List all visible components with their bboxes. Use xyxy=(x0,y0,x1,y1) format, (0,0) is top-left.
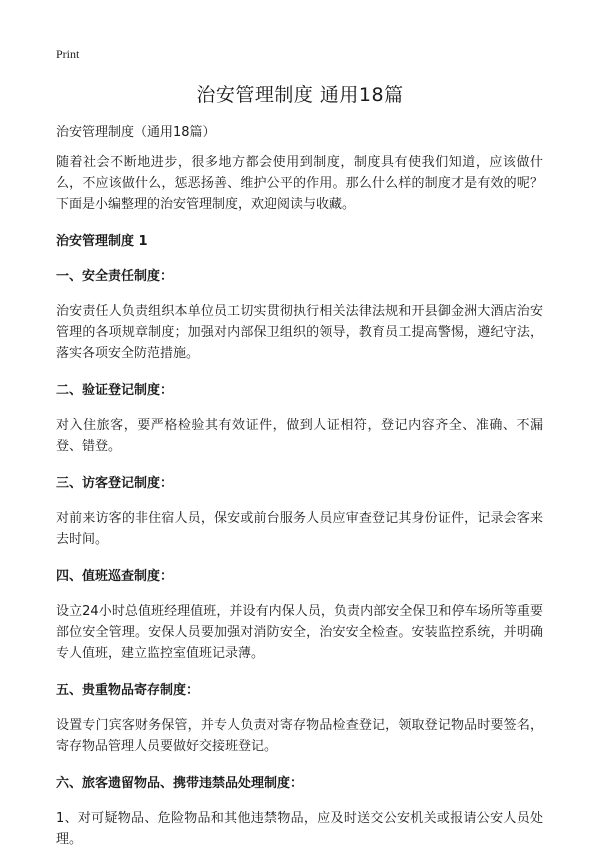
section-heading: 三、访客登记制度： xyxy=(56,476,174,491)
section-heading: 二、验证登记制度： xyxy=(56,383,174,398)
print-label: Print xyxy=(56,47,80,61)
section-heading: 一、安全责任制度： xyxy=(56,269,174,284)
document-title: 治安管理制度 通用18篇 xyxy=(196,84,404,106)
section-body: 治安责任人负责组织本单位员工切实贯彻执行相关法律法规和开县御金洲大酒店治安管理的各项规章制度；加强对内部保卫组织的领导，教育员工提高警惕，遵纪守法，落实各项安全防范措施。 xyxy=(56,304,543,361)
section-body: 1、对可疑物品、危险物品和其他违禁物品，应及时送交公安机关或报请公安人员处理。 xyxy=(56,811,543,847)
part-heading: 治安管理制度 1 xyxy=(56,234,148,249)
section xyxy=(56,380,543,457)
section xyxy=(56,680,543,757)
document-body xyxy=(56,122,543,866)
section xyxy=(56,566,543,664)
section-heading: 四、值班巡查制度： xyxy=(56,569,174,584)
section xyxy=(56,473,543,550)
intro-paragraph: 随着社会不断地进步，很多地方都会使用到制度，制度具有使我们知道，应该做什么，不应该做什么，惩恶扬善、维护公平的作用。那么什么样的制度才是有效的呢？下面是小编整理的治安管理制度，欢迎阅读与收藏。 xyxy=(56,155,543,212)
section-heading: 五、贵重物品寄存制度： xyxy=(56,683,200,698)
section-body: 对前来访客的非住宿人员，保安或前台服务人员应审查登记其身份证件，记录会客来去时间。 xyxy=(56,511,543,547)
section-body: 设置专门宾客财务保管，并专人负责对寄存物品检查登记，领取登记物品时要签名，寄存物品管理人员要做好交接班登记。 xyxy=(56,718,543,754)
document-subtitle: 治安管理制度（通用18篇） xyxy=(56,125,216,140)
section xyxy=(56,773,543,850)
section-body: 设立24小时总值班经理值班，并设有内保人员，负责内部安全保卫和停车场所等重要部位安全管理。安保人员要加强对消防安全，治安安全检查。安装监控系统，并明确专人值班，建立监控室值班记录薄。 xyxy=(56,604,543,661)
section-heading: 六、旅客遗留物品、携带违禁品处理制度： xyxy=(56,776,304,791)
section xyxy=(56,266,543,364)
section-body: 对入住旅客，要严格检验其有效证件，做到人证相符，登记内容齐全、准确、不漏登、错登。 xyxy=(56,418,543,454)
